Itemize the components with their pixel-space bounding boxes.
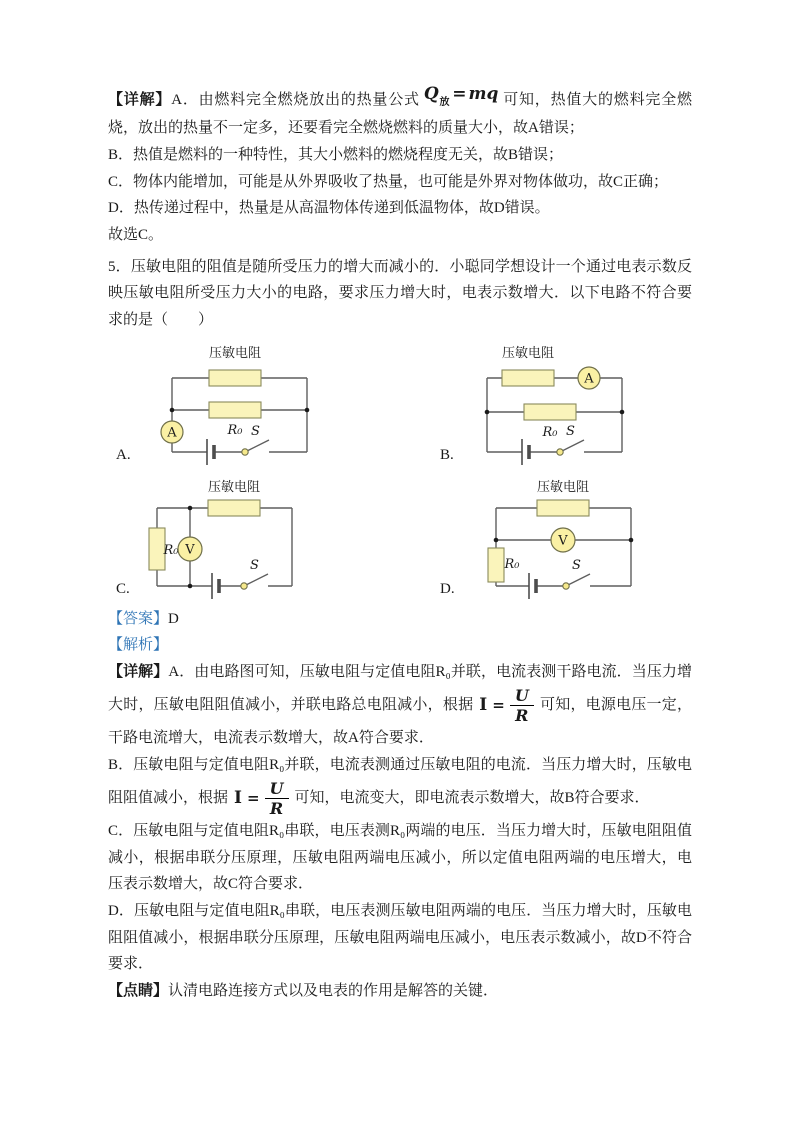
- ohm-denominator: R: [269, 798, 284, 818]
- ohm-law-formula: [479, 686, 533, 725]
- circuit-d-pressure-resistor-label: 压敏电阻: [536, 478, 589, 494]
- circuit-b-r0-label: R₀: [542, 424, 558, 440]
- junction-dot: [493, 537, 498, 542]
- q4-conclusion: 故选C。: [108, 226, 164, 243]
- tip-paragraph: [108, 978, 692, 1005]
- ohm-lhs: I: [479, 695, 488, 716]
- q5-option-b-pre: B．压敏电阻与定值电阻R₀并联，电流表测通过压敏电阻的电流．当压力增大时，压敏电阻阻值减小，根据: [108, 756, 692, 806]
- q4-option-a-pre: A．由燃料完全燃烧放出的热量公式: [171, 92, 420, 108]
- circuit-a-diagram: [147, 344, 332, 466]
- circuit-a-ammeter-letter: A: [166, 425, 177, 441]
- tip-label: 【点睛】: [108, 983, 169, 999]
- junction-dot: [304, 407, 309, 412]
- answer-label: 【答案】: [108, 610, 169, 627]
- circuit-option-c: [108, 478, 440, 600]
- option-a-letter: A.: [116, 446, 131, 463]
- circuit-c-pressure-resistor: [208, 500, 260, 516]
- junction-dot: [484, 409, 489, 414]
- circuit-a-pressure-resistor-label: 压敏电阻: [208, 344, 261, 360]
- q4-option-c: C．物体内能增加，可能是从外界吸收了热量，也可能是外界对物体做功，故C正确；: [108, 173, 669, 190]
- q5-option-a-post: 可知，电源电压一定，干路电流增大，电流表示数增大，故A符合要求．: [108, 696, 692, 747]
- circuit-a-switch-label: S: [250, 423, 260, 439]
- circuit-a-pressure-resistor: [209, 370, 261, 386]
- circuit-d-r0-resistor: [488, 548, 504, 582]
- circuit-option-a: [108, 344, 440, 466]
- circuit-c-voltmeter-letter: V: [185, 542, 195, 558]
- circuit-b-pressure-resistor-label: 压敏电阻: [501, 344, 554, 360]
- circuit-d-r0-label: R₀: [504, 556, 520, 572]
- q5-detail-paragraph-c: C．压敏电阻与定值电阻R₀串联，电压表测R₀两端的电压．当压力增大时，压敏电阻阻值减小，根据串联分压原理，压敏电阻两端电压减小，所以定值电阻两端的电压增大，电压表示数增大，故C符合要求．: [108, 822, 692, 893]
- q5-stem: 5．压敏电阻的阻值是随所受压力的增大而减小的．小聪同学想设计一个通过电表示数反映压敏电阻所受压力大小的电路，要求压力增大时，电表示数增大．以下电路不符合要求的是（ ）: [108, 258, 692, 328]
- answer-value: D: [168, 610, 179, 627]
- junction-dot: [187, 505, 192, 510]
- circuit-c-r0-label: R₀: [163, 542, 179, 558]
- ohm-eq: =: [492, 696, 505, 715]
- switch-blade: [247, 574, 268, 585]
- ohm-fraction: [265, 779, 289, 818]
- circuit-d-switch-label: S: [571, 557, 581, 573]
- tip-text: 认清电路连接方式以及电表的作用是解答的关键．: [168, 983, 499, 999]
- circuit-c-diagram: [132, 478, 317, 600]
- circuit-b-pressure-resistor: [502, 370, 554, 386]
- circuit-row-1: [108, 344, 692, 466]
- q5-detail-paragraph-b: [108, 752, 692, 818]
- switch-pivot: [562, 582, 568, 588]
- switch-pivot: [241, 582, 247, 588]
- switch-blade: [248, 440, 269, 451]
- analysis-line: [108, 632, 692, 659]
- circuit-option-b: [440, 344, 647, 466]
- circuit-option-d: [440, 478, 656, 600]
- circuit-b-diagram: [462, 344, 647, 466]
- junction-dot: [628, 537, 633, 542]
- circuit-d-diagram: [471, 478, 656, 600]
- option-b-letter: B.: [440, 446, 454, 463]
- heat-formula-sub: 放: [438, 97, 451, 109]
- circuit-b-switch-label: S: [565, 423, 575, 439]
- heat-formula-Q: Q: [423, 84, 439, 104]
- analysis-label: 【解析】: [108, 637, 169, 654]
- switch-blade: [569, 574, 590, 585]
- circuit-b-r0-resistor: [524, 404, 576, 420]
- circuit-d-pressure-resistor: [537, 500, 589, 516]
- circuit-a-r0-resistor: [209, 402, 261, 418]
- ohm-numerator: U: [510, 686, 534, 706]
- switch-blade: [563, 440, 584, 451]
- q4-detail-paragraph-a: [108, 84, 692, 142]
- q5-detail-paragraph-d: D．压敏电阻与定值电阻R₀串联，电压表测压敏电阻两端的电压．当压力增大时，压敏电阻阻值减小，根据串联分压原理，压敏电阻两端电压减小，电压表示数减小，故D不符合要求．: [108, 902, 692, 973]
- q5-option-a-pre: A．由电路图可知，压敏电阻与定值电阻R₀并联，电流表测干路电流．当压力增大时，压敏电阻阻值减小，并联电路总电阻减小，根据: [108, 664, 692, 713]
- ohm-eq: =: [246, 788, 260, 807]
- circuit-d-voltmeter-letter: V: [557, 533, 568, 549]
- heat-formula-eq: =: [452, 84, 467, 104]
- answer-line: [108, 606, 692, 633]
- junction-dot: [187, 583, 192, 588]
- circuit-c-switch-label: S: [249, 557, 259, 573]
- ohm-denominator: R: [515, 705, 529, 725]
- q5-option-b-post: 可知，电流变大，即电流表示数增大，故B符合要求．: [294, 789, 650, 806]
- option-c-letter: C.: [116, 580, 130, 597]
- circuit-b-ammeter-letter: A: [584, 371, 594, 387]
- q4-option-a-post: 可知，热值大的燃料完全燃烧，放出的热量不一定多，还要看完全燃烧燃料的质量大小，故A错误；: [108, 92, 692, 137]
- heat-formula-rhs: mq: [468, 84, 499, 104]
- junction-dot: [169, 407, 174, 412]
- circuit-a-r0-label: R₀: [227, 422, 243, 438]
- junction-dot: [619, 409, 624, 414]
- ohm-numerator: U: [265, 779, 289, 799]
- switch-pivot: [557, 448, 563, 454]
- q4-option-b: B．热值是燃料的一种特性，其大小燃料的燃烧程度无关，故B错误；: [108, 146, 564, 163]
- q4-detail-label: 【详解】: [108, 92, 172, 108]
- circuit-row-2: [108, 478, 692, 600]
- q5-detail-paragraph-a: [108, 659, 692, 752]
- heat-formula: [423, 84, 499, 109]
- q4-option-d: D．热传递过程中，热量是从高温物体传递到低温物体，故D错误。: [108, 200, 550, 217]
- circuit-c-pressure-resistor-label: 压敏电阻: [207, 478, 260, 494]
- ohm-law-formula: [234, 779, 288, 818]
- option-d-letter: D.: [440, 580, 455, 597]
- ohm-fraction: [510, 686, 534, 725]
- switch-pivot: [241, 448, 247, 454]
- circuit-options-grid: [108, 344, 692, 600]
- q5-detail-label: 【详解】: [108, 664, 169, 681]
- ohm-lhs: I: [234, 788, 242, 809]
